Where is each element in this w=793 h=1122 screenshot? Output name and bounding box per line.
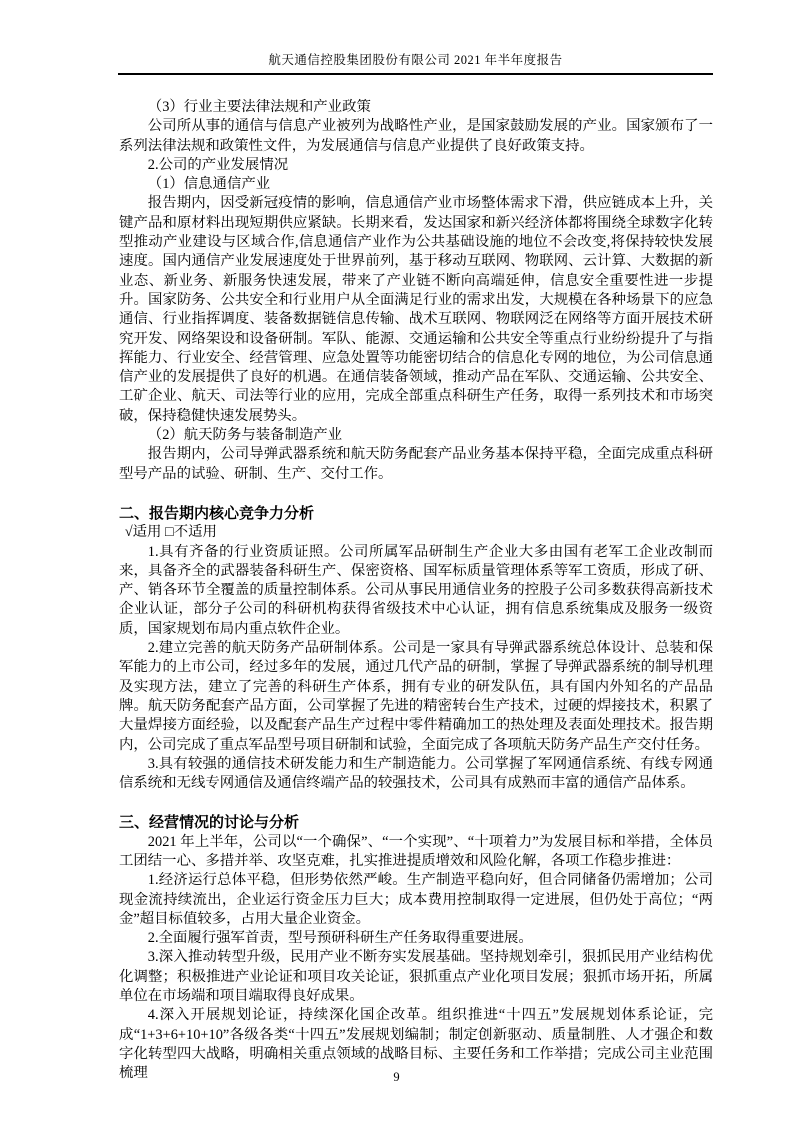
paragraph-comm-tech-capability: 3.具有较强的通信技术研发能力和生产制造能力。公司掌握了军网通信系统、有线专网通信系统和无线专网通信及通信终端产品的较强技术，公司具有成熟而丰富的通信产品体系。 [119, 755, 713, 792]
paragraph-h1-overview: 2021 年上半年，公司以“一个确保”、“一个实现”、“十项着力”为发展目标和举措，全体员工团结一心、多措并举、攻坚克难，扎实推进提质增效和风险化解，各项工作稳步推进： [119, 833, 713, 869]
paragraph-military-duty: 2.全面履行强军首责，型号预研科研生产任务取得重要进展。 [147, 930, 533, 947]
applicability-line: √适用 □不适用 [124, 524, 217, 541]
paragraph-qualifications: 1.具有齐备的行业资质证照。公司所属军品研制生产企业大多由国有老军工企业改制而来，具备齐全的武器装备科研生产、保密资格、国军标质量管理体系等军工资质，形成了研、产、销各环节全覆盖的质量控制体系。公司从事民用通信业务的控股子公司多数获得高新技术企业认证，部分子公司的科研机构获得省级技术中心认证，拥有信息系统集成及服务一级资质，国家规划布局内重点软件企业。 [119, 543, 713, 637]
paragraph-info-comm-industry-heading: （1）信息通信产业 [147, 176, 271, 193]
paragraph-industry-laws-heading: （3）行业主要法律法规和产业政策 [147, 99, 371, 115]
section-heading-core-competitiveness: 二、报告期内核心竞争力分析 [119, 504, 315, 522]
paragraph-aerospace-defense-heading: （2）航天防务与装备制造产业 [147, 427, 343, 444]
paragraph-industry-development-heading: 2.公司的产业发展情况 [147, 156, 289, 173]
paragraph-aerospace-defense-body: 报告期内，公司导弹武器系统和航天防务配套产品业务基本保持平稳，全面完成重点科研型号产品的试验、研制、生产、交付工作。 [119, 446, 713, 482]
paragraph-planning-reform: 4.深入开展规划论证，持续深化国企改革。组织推进“十四五”发展规划体系论证，完成“1+3+6+10+10”各级各类“十四五”发展规划编制；制定创新驱动、质量制胜、人才强企和数字化转型四大战略，明确相关重点领域的战略目标、主要任务和工作举措；完成公司主业范围梳理 [119, 1007, 713, 1082]
paragraph-industry-laws-body: 公司所从事的通信与信息产业被列为战略性产业，是国家鼓励发展的产业。国家颁布了一系列法律法规和政策性文件，为发展通信与信息产业提供了良好政策支持。 [119, 118, 713, 154]
paragraph-economic-operation: 1.经济运行总体平稳，但形势依然严峻。生产制造平稳向好，但合同储备仍需增加；公司现金流持续流出，企业运行资金压力巨大；成本费用控制取得一定进展，但仍处于高位；“两金”超目标值较多，占用大量企业资金。 [119, 872, 713, 927]
paragraph-info-comm-industry-body: 报告期内，因受新冠疫情的影响，信息通信产业市场整体需求下滑，供应链成本上升，关键产品和原材料出现短期供应紧缺。长期来看，发达国家和新兴经济体都将围绕全球数字化转型推动产业建设与区域合作,信息通信产业作为公共基础设施的地位不会改变,将保持较快发展速度。国内通信产业发展速度处于世界前列，基于移动互联网、物联网、云计算、大数据的新业态、新业务、新服务快速发展，带来了产业链不断向高端延伸，信息安全重要性进一步提升。国家防务、公共安全和行业用户从全面满足行业的需求出发，大规模在各种场景下的应急通信、行业指挥调度、装备数据链信息传输、战术互联网、物联网泛在网络等方面开展技术研究开发、网络架设和设备研制。军队、能源、交通运输和公共安全等重点行业纷纷提升了与指挥能力、行业安全、经营管理、应急处置等功能密切结合的信息化专网的地位，为公司信息通信产业的发展提供了良好的机遇。在通信装备领域，推动产品在军队、交通运输、公共安全、工矿企业、航天、司法等行业的应用，完成全部重点科研生产任务，取得一系列技术和市场突破，保持稳健快速发展势头。 [119, 195, 713, 424]
page-number: 9 [393, 1070, 400, 1084]
section-heading-operations-discussion: 三、经营情况的讨论与分析 [119, 814, 300, 832]
page-header [118, 52, 713, 75]
paragraph-transformation-upgrade: 3.深入推动转型升级，民用产业不断夯实发展基础。坚持规划牵引，狠抓民用产业结构优化调整；积极推进产业论证和项目攻关论证，狠抓重点产业化项目发展；狠抓市场开拓，所属单位在市场端和项目端取得良好成果。 [119, 949, 713, 1005]
document-body [119, 98, 713, 1084]
report-header-title: 航天通信控股集团股份有限公司 2021 年半年度报告 [268, 53, 563, 67]
paragraph-defense-product-system: 2.建立完善的航天防务产品研制体系。公司是一家具有导弹武器系统总体设计、总装和保军能力的上市公司，经过多年的发展，通过几代产品的研制，掌握了导弹武器系统的制导机理及实现方法，建立了完善的科研生产体系，拥有专业的研发队伍，具有国内外知名的产品品牌。航天防务配套产品方面，公司掌握了先进的精密转台生产技术，过硬的焊接技术，积累了大量焊接方面经验，以及配套产品生产过程中零件精确加工的热处理及表面处理技术。报告期内，公司完成了重点军品型号项目研制和试验，全面完成了各项航天防务产品生产交付任务。 [119, 640, 713, 753]
